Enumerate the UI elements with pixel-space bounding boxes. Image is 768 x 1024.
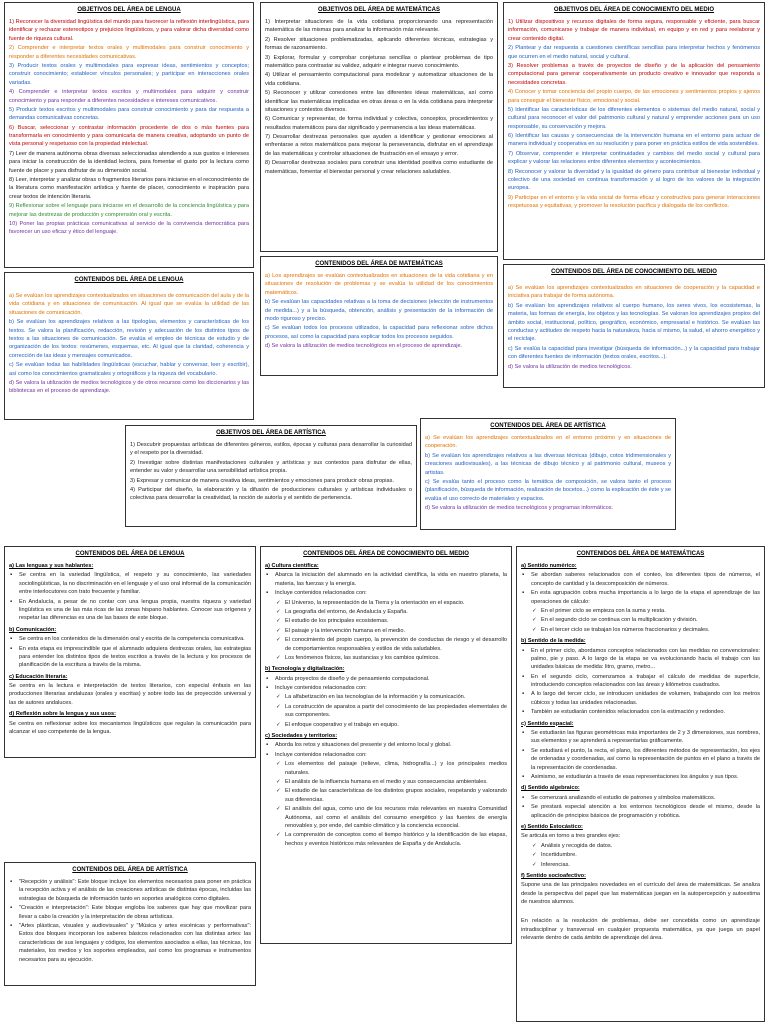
list-item: ▪ "Creación e interpretación": Este bloque engloba los saberes que hay que movilizar para llevar a cabo la creación y la interpretación de obras artísticas. — [9, 904, 251, 921]
medio-b-header: b) Tecnología y digitalización: — [265, 666, 345, 673]
list-item: b) Se evalúan los aprendizajes relativos al cuerpo humano, los seres vivos, los ecosistemas, la materia, las formas de energía, los objetos y las tecnologías. Se valoran los aprendizajes propios del ámbito social, institucional, político, geográfico, económico, empresarial e histórico. Se evalúan las conductas y actitudes de respeto hacia la naturaleza, hacia sí mismo, la salud, el ahorro energético y el reciclaje. — [508, 302, 760, 343]
list-item: ✓ La alfabetización en las tecnologías de la información y la comunicación. — [275, 693, 507, 701]
list-item: c) Se evalúan todos los procesos utilizados, la capacidad para reflexionar sobre dichos procesos, así como la capacidad para explicar todos los procesos seguidos. — [265, 325, 493, 340]
list-item: b) Se evalúan las capacidades relativas a la toma de decisiones (elección de instrumentos de medida...) y a la búsqueda, obtención, análisis y presentación de la información de modo riguroso y preciso. — [265, 299, 493, 322]
list-item: ▪ En esta etapa es imprescindible que el alumnado adquiera destrezas orales, las estrategias para entender los distintos tipos de textos escritos a través de la lectura y los procesos de planificación de la escritura a través de la misma. — [9, 645, 251, 670]
list-item: ▪ Incluye contenidos relacionados con: — [265, 589, 507, 597]
lengua-a-header: a) Las lenguas y sus hablantes: — [9, 563, 94, 569]
list-item: 9) Participar en el entorno y la vida social de forma eficaz y constructiva para generar interacciones respetuosas y equitativas, y promover la resolución pacífica y dialogada de los conflictos. — [508, 194, 760, 210]
list-item: ▪ También se estudiarán contenidos relacionados con la estimación y redondeo. — [521, 708, 760, 716]
contenidos-artistica-top-title: CONTENIDOS DEL ÁREA DE ARTÍSTICA — [490, 423, 606, 429]
list-item: 3) Explorar, formular y comprobar conjeturas sencillas o plantear problemas de tipo matemático para contrastar su validez, adquirir e integrar nuevo conocimiento. — [265, 54, 493, 69]
lengua-b-list — [9, 635, 251, 670]
list-item: ✓ La geografía del entorno, de Andalucía y España. — [275, 608, 507, 616]
list-item: ▪ En Andalucía, a pesar de no contar con una lengua propia, nuestra riqueza y variedad lingüística es una de las más ricas de las zonas hispano hablantes. Conocer sus orígenes y respetar las diferencias es una de las bases de este bloque. — [9, 598, 251, 623]
list-item: ▪ Abarca la iniciación del alumnado en la actividad científica, la vida en nuestro planeta, la materia, las fuerzas y la energía. — [265, 571, 507, 588]
contenidos-medio-top-list — [508, 284, 760, 371]
contenidos-lengua-top-title: CONTENIDOS DEL ÁREA DE LENGUA — [74, 277, 184, 283]
list-item: 7) Leer de manera autónoma obras diversas seleccionadas atendiendo a sus gustos e intereses para iniciar la construcción de la identidad lectora, para fomentar el gusto por la lectura como fuente de placer y para disfrutar de su dimensión social. — [9, 150, 249, 174]
list-item: a) Se evalúan los aprendizajes contextualizados en situaciones de cooperación y la capacidad e iniciativa para trabajar de forma autónoma. — [508, 285, 760, 300]
medio-c-list — [265, 741, 507, 759]
list-item: 3) Expresar y comunicar de manera creativa ideas, sentimientos y emociones para producir obras propias. — [130, 477, 394, 484]
list-item: ▪ Se comenzará analizando el estudio de patrones y símbolos matemáticos. — [521, 794, 760, 802]
contenidos-mates-top-title: CONTENIDOS DEL ÁREA DE MATEMÁTICAS — [315, 261, 443, 267]
list-item: ✓ El análisis del agua, como uno de los recursos más relevantes en nuestra Comunidad Autónoma, así como el análisis del consumo energético y las fuentes de energía renovables y, por ende, del cambio climático y la conciencia ecosocial. — [275, 805, 507, 830]
list-item: ✓ Los elementos del paisaje (relieve, clima, hidrografía...) y los principales medios naturales. — [275, 760, 507, 777]
list-item: d) Se valora la utilización de medios tecnológicos y programas informáticos. — [425, 505, 614, 512]
objetivos-lengua-box — [4, 2, 254, 268]
mates-g-text: En relación a la resolución de problemas, debe ser concebida como un aprendizaje intradisciplinar y transversal en cualquier propuesta matemática, ya que juega un papel relevante dentro de cada ámbito de aprendizaje del área. — [521, 918, 760, 942]
list-item: ▪ En esta agrupación cobra mucha importancia a lo largo de la etapa el aprendizaje de las operaciones de cálculo: — [521, 589, 760, 606]
list-item: ✓ Análisis y recogida de datos. — [531, 842, 760, 850]
lengua-bottom-title: CONTENIDOS DEL ÁREA DE LENGUA — [75, 551, 185, 557]
list-item: ▪ Asimismo, se estudiarán a través de esas representaciones los ángulos y sus tipos. — [521, 773, 760, 781]
medio-c-checks — [275, 760, 507, 848]
objetivos-lengua-title: OBJETIVOS DEL ÁREA DE LENGUA — [77, 7, 181, 13]
artistica-bottom-box — [4, 862, 256, 986]
list-item: 2) Plantear y dar respuesta a cuestiones científicas sencillas para interpretar hechos y fenómenos que ocurren en el medio natural, social y cultural. — [508, 45, 760, 60]
mates-bottom-title: CONTENIDOS DEL ÁREA DE MATEMÁTICAS — [576, 551, 705, 557]
contenidos-lengua-top-list — [9, 292, 249, 396]
objetivos-mates-list — [265, 18, 493, 176]
list-item: c) Se evalúa tanto el proceso como la temática de composición, se valora tanto el proceso (planificación, búsqueda de información, realización de bocetos...) como la explicación de éste y se evalúa el uso correcto de materiales y espacios. — [425, 478, 671, 502]
contenidos-lengua-top-box — [4, 272, 254, 420]
mates-b-header: b) Sentido de la medida: — [521, 638, 586, 645]
list-item: 1) Reconocer la diversidad lingüística del mundo para favorecer la reflexión interlingüística, para identificar y rechazar estereotipos y prejuicios lingüísticos, y para valorar dicha diversidad como fuente de riqueza cultural. — [9, 19, 249, 42]
objetivos-medio-list — [508, 18, 760, 211]
medio-a-checks — [275, 599, 507, 663]
list-item: ✓ El estudio de las características de los distintos grupos sociales, respetando y valorando sus diferencias. — [275, 787, 507, 804]
list-item: d) Se valora la utilización de medios tecnológicos en el proceso de aprendizaje. — [265, 343, 463, 350]
list-item: ✓ Los fenómenos físicos, las sustancias y los cambios químicos. — [275, 654, 507, 662]
list-item: ✓ El estudio de los principales ecosistemas. — [275, 617, 507, 625]
list-item: b) Se evalúan los aprendizajes relativos a las tipologías, elementos y características de los textos. Se valora la planificación, redacción, revisión y adecuación de los distintos tipos de textos a las situaciones de comunicación. Se evalúa el empleo de técnicas de estudio y de organización de los textos: resúmenes, esquemas, etc. Al igual que la claridad, coherencia y corrección de las ideas y mensajes comunicados. — [9, 319, 249, 359]
list-item: ▪ Se prestará especial atención a los entornos tecnológicos desde el mismo, desde la aplicación de principios básicos de programación y robótica. — [521, 803, 760, 820]
list-item: ✓ En el tercer ciclo se trabajan los números fraccionarios y decimales. — [531, 626, 760, 634]
medio-c-header: c) Sociedades y territorios: — [265, 733, 338, 740]
list-item: 6) Buscar, seleccionar y contrastar información procedente de dos o más fuentes para transformarla en conocimiento y para comunicarla de manera creativa, adoptando un punto de vista personal y respetuoso con la propiedad intelectual. — [9, 124, 249, 148]
medio-bottom-box — [260, 546, 512, 944]
list-item: ▪ Incluye contenidos relacionados con: — [265, 684, 507, 692]
list-item: 4) Comprender e interpretar textos escritos y multimodales para adquirir y construir conocimiento y para responder a diferentes necesidades e intereses comunicativos. — [9, 89, 249, 104]
list-item: ✓ El análisis de la influencia humana en el medio y sus consecuencias ambientales. — [275, 778, 507, 786]
list-item: 8) Desarrollar destrezas sociales para construir una identidad positiva como estudiante de matemáticas, fomentar el bienestar personal y crear relaciones saludables. — [265, 160, 493, 175]
objetivos-mates-title: OBJETIVOS DEL ÁREA DE MATEMÁTICAS — [318, 7, 440, 13]
list-item: ✓ En el segundo ciclo se continua con la multiplicación y división. — [531, 616, 760, 624]
list-item: ✓ Incertidumbre. — [531, 851, 760, 859]
list-item: 3) Resolver problemas a través de proyectos de diseño y de la aplicación del pensamiento computacional para generar cooperativamente un producto creativo e innovador que responda a necesidades concretas. — [508, 62, 760, 86]
list-item: ✓ En el primer ciclo se empieza con la suma y resta. — [531, 607, 760, 615]
list-item: 2) Resolver situaciones problematizadas, aplicando diferentes técnicas, estrategias y formas de razonamiento. — [265, 36, 493, 52]
list-item: c) Se evalúan todas las habilidades lingüísticas (escuchar, hablar y conversar, leer y escribir), así como los conocimientos gramaticales y ortográficos y la riqueza del vocabulario. — [9, 362, 249, 377]
mates-bottom-box — [516, 546, 765, 1022]
mates-c-list — [521, 729, 760, 781]
objetivos-medio-box — [503, 2, 765, 260]
list-item: 2) Comprender e interpretar textos orales y multimodales para construir conocimiento y responder a diferentes necesidades comunicativas. — [9, 45, 249, 60]
mates-e-checks — [531, 842, 760, 869]
list-item: d) Se valora la utilización de medios tecnológicos y de otros recursos como los diccionarios y las bibliotecas en el proceso de aprendizaje. — [9, 379, 249, 395]
list-item: 7) Desarrollar destrezas personales que ayuden a identificar y gestionar emociones al enfrentarse a retos matemáticos para mejorar la perseverancia, disfrutar en el aprendizaje de las matemáticas y controlar situaciones de frustración en el ensayo y error. — [265, 134, 493, 157]
list-item: 1) Utilizar dispositivos y recursos digitales de forma segura, responsable y eficiente, para buscar información, comunicarse y trabajar de manera individual, en equipo y en red y para reelaborar y crear contenido digital. — [508, 19, 760, 42]
list-item: ✓ Inferencias. — [531, 861, 760, 869]
mates-a-checks — [531, 607, 760, 634]
lengua-a-list — [9, 571, 251, 622]
medio-bottom-title: CONTENIDOS DEL ÁREA DE CONOCIMIENTO DEL MEDIO — [303, 551, 469, 557]
contenidos-mates-top-box — [260, 256, 498, 376]
artistica-bottom-list — [9, 878, 251, 964]
lengua-d-text: Se centra en reflexionar sobre los mecanismos lingüísticos que regulan la comunicación para alcanzar el uso competente de la lengua. — [9, 720, 251, 736]
list-item: 2) Investigar sobre distintas manifestaciones culturales y artísticas y sus contextos para disfrutar de ellas, entender su valor y desarrollar una sensibilidad artística propia. — [130, 459, 412, 475]
list-item: 4) Participar del diseño, la elaboración y la difusión de producciones culturales y artísticas individuales o colectivas para desarrollar la creatividad, la noción de autoría y el sentido de pertenencia. — [130, 486, 412, 502]
mates-d-list — [521, 794, 760, 820]
list-item: 8) Leer, interpretar y analizar obras o fragmentos literarios para iniciarse en el reconocimiento de la literatura como manifestación artística y fuente de placer, conocimiento e inspiración para crear textos de intención literaria. — [9, 177, 249, 200]
list-item: ✓ El Universo, la representación de la Tierra y la orientación en el espacio. — [275, 599, 507, 607]
list-item: ▪ Se estudiará el punto, la recta, el plano, los diferentes métodos de representación, los ejes de ordenadas y coordenadas, así como la representación de puntos en el plano a través de la representación de coordenadas. — [521, 747, 760, 772]
lengua-d-header: d) Reflexión sobre la lengua y sus usos: — [9, 711, 116, 718]
contenidos-medio-top-box — [503, 264, 765, 388]
list-item: a) Los aprendizajes se evalúan contextualizados en situaciones de la vida cotidiana y en situaciones de resolución de problemas y se evalúa la utilidad de los conocimientos matemáticos. — [265, 273, 493, 296]
list-item: 3) Producir textos orales y multimodales para expresar ideas, sentimientos y conceptos; construir conocimiento; establecer vínculos personales; y participar en interacciones orales variadas. — [9, 62, 249, 86]
list-item: d) Se valora la utilización de medios tecnológicos. — [508, 363, 632, 370]
mates-d-header: d) Sentido algebraico: — [521, 785, 580, 792]
list-item: ✓ El enfoque cooperativo y el trabajo en equipo. — [275, 721, 507, 729]
list-item: 8) Reconocer y valorar la diversidad y la igualdad de género para contribuir al bienestar individual y colectivo de una sociedad en continua transformación y al logro de los valores de la integración europea. — [508, 168, 760, 192]
mates-e-header: e) Sentido Estocástico: — [521, 823, 583, 830]
list-item: ▪ Incluye contenidos relacionados con: — [265, 751, 507, 759]
medio-b-checks — [275, 693, 507, 729]
objetivos-artistica-box — [125, 425, 417, 527]
list-item: ▪ Se abordan saberes relacionados con el conteo, los diferentes tipos de números, el concepto de cantidad y la descomposición de números. — [521, 571, 760, 588]
list-item: ▪ "Recepción y análisis": Este bloque incluye los elementos necesarios para poner en práctica la recepción activa y el análisis de las creaciones artísticas de distintas épocas, incluidas las estrategias de búsqueda de información tanto en soportes analógicos como digitales. — [9, 878, 251, 903]
list-item: ▪ En el segundo ciclo, comenzamos a trabajar el cálculo de medidas de superficie, introduciendo conceptos relacionados con las áreas y kilómetros cuadrados. — [521, 673, 760, 690]
objetivos-mates-box — [260, 2, 498, 252]
list-item: ▪ En el primer ciclo, abordamos conceptos relacionados con las medidas no convencionales: palmo, pie y paso. A lo largo de la etapa se va evolucionando hacia el trabajo con las unidades básicas de medida: litro, gramo, metro... — [521, 647, 760, 672]
list-item: ✓ La comprensión de conceptos como el tiempo histórico y la identificación de las etapas, hechos y eventos históricos más relevantes de España y de Andalucía. — [275, 831, 507, 848]
list-item: ✓ La construcción de aparatos a partir del conocimiento de las propiedades elementales de sus componentes. — [275, 703, 507, 720]
lengua-c-text: Se centra en la lectura e interpretación de textos literarios, con especial énfasis en las producciones literarias andaluzas (orales y escritas) y sobre todo las de proyección universal y las de autores andaluces. — [9, 683, 251, 706]
artistica-bottom-title: CONTENIDOS DEL ÁREA DE ARTÍSTICA — [72, 867, 188, 873]
lengua-bottom-box — [4, 546, 256, 758]
mates-f-header: f) Sentido socioafectivo: — [521, 872, 586, 879]
lengua-b-header: b) Comunicación: — [9, 626, 57, 633]
contenidos-artistica-top-box — [420, 418, 676, 530]
mates-e-text: Se articula en torno a tres grandes ejes: — [521, 833, 621, 840]
list-item: 1) Descubrir propuestas artísticas de diferentes géneros, estilos, épocas y culturas para desarrollar la curiosidad y el respeto por la diversidad. — [130, 442, 412, 457]
contenidos-artistica-top-list — [425, 434, 671, 513]
list-item: 5) Producir textos escritos y multimodales para construir conocimiento y para dar respuesta a demandas comunicativas concretas. — [9, 106, 249, 122]
lengua-c-header: c) Educación literaria: — [9, 673, 68, 680]
list-item: c) Se evalúa la capacidad para investigar (búsqueda de información...) y la capacidad para trabajar con diferentes fuentes de información (textos orales, escritos...). — [508, 345, 760, 361]
objetivos-lengua-list — [9, 18, 249, 237]
contenidos-medio-top-title: CONTENIDOS DEL ÁREA DE CONOCIMIENTO DEL MEDIO — [551, 269, 717, 275]
list-item: ✓ El conocimiento del propio cuerpo, la prevención de conductas de riesgo y el desarrollo de comportamientos responsables y estilos de vida saludables. — [275, 636, 507, 653]
list-item: ✓ El paisaje y la intervención humana en el medio. — [275, 627, 507, 635]
list-item: b) Se evalúan los aprendizajes relativos a las diversas técnicas (dibujo, cotos tridimensionales y creaciones audiovisuales), a las técnicas de dibujo técnico y al patrimonio cultural, museos y artistas. — [425, 452, 671, 476]
objetivos-artistica-title: OBJETIVOS DEL ÁREA DE ARTÍSTICA — [216, 430, 326, 436]
list-item: 10) Poner las propias prácticas comunicativas al servicio de la convivencia democrática para favorecer un uso eficaz y ético del lenguaje. — [9, 220, 249, 236]
list-item: 9) Reflexionar sobre el lenguaje para iniciarse en el desarrollo de la conciencia lingüística y para mejorar las destrezas de producción y comprensión oral y escrita. — [9, 203, 249, 218]
list-item: 5) Identificar las características de los diferentes elementos o sistemas del medio natural, social y cultural para reconocer el valor del patrimonio cultural y natural y emprender acciones para un uso responsable, su conservación y mejora. — [508, 106, 760, 130]
list-item: a) Se evalúan los aprendizajes contextualizados en situaciones de comunicación del aula y de la vida cotidiana y en situaciones de comunicación. Al igual que se evalúa la utilidad de las situaciones de comunicación. — [9, 293, 249, 316]
contenidos-mates-top-list — [265, 272, 493, 351]
mates-c-header: c) Sentido espacial: — [521, 720, 574, 727]
list-item: 6) Identificar las causas y consecuencias de la intervención humana en el entorno para actuar de manera individual y cooperativa en su resolución y para poner en práctica estilos de vida sostenibles. — [508, 133, 760, 148]
list-item: 4) Conocer y tomar conciencia del propio cuerpo, de las emociones y sentimientos propios y ajenos para conseguir el bienestar físico, emocional y social. — [508, 89, 760, 104]
objetivos-artistica-list — [130, 441, 412, 503]
list-item: ▪ A lo largo del tercer ciclo, se introducen unidades de volumen, trabajando con los metros cúbicos y todas las unidades relacionadas. — [521, 690, 760, 707]
mates-a-list — [521, 571, 760, 606]
medio-b-list — [265, 675, 507, 693]
medio-a-list — [265, 571, 507, 597]
list-item: a) Se evalúan los aprendizajes contextualizados en el entorno próximo y en situaciones de cooperación. — [425, 435, 671, 450]
list-item: 6) Comunicar y representar, de forma individual y colectiva, conceptos, procedimientos y resultados matemáticos para dar significado y permanencia a las ideas matemáticas. — [265, 116, 493, 131]
list-item: ▪ "Artes plásticas, visuales y audiovisuales" y "Música y artes escénicas y performativas": Estos dos bloques incorporan los saberes básicos relacionados con las distintas artes: las características de sus lenguajes y códigos, los elementos asociados a ellas, las técnicas, los materiales, los medios y los soportes empleados, así como los programas e instrumentos necesarios para su ejecución. — [9, 922, 251, 964]
mates-f-text: Supone una de las principales novedades en el currículo del área de matemáticas. Se analiza desde la perspectiva del papel que las matemáticas juegan en la autopercepción y autoestima de nuestros alumnos. — [521, 882, 760, 906]
list-item: ▪ Se centra en la variedad lingüística, el respeto y su conocimiento, las variedades sociolingüísticas, la no discriminación en el lenguaje y el uso oral informal de la comunicación entre interlocutores con trato frecuente y familiar. — [9, 571, 251, 596]
mates-b-list — [521, 647, 760, 717]
medio-a-header: a) Cultura científica: — [265, 563, 319, 569]
list-item: 7) Observar, comprender e interpretar continuidades y cambios del medio social y cultural para explicar y valorar las relaciones entre diferentes elementos y acontecimientos. — [508, 150, 760, 166]
list-item: 4) Utilizar el pensamiento computacional para modelizar y automatizar situaciones de la vida cotidiana. — [265, 72, 493, 87]
objetivos-medio-title: OBJETIVOS DEL ÁREA DE CONOCIMIENTO DEL MEDIO — [553, 7, 715, 13]
list-item: ▪ Se centra en los contenidos de la dimensión oral y escrita de la competencia comunicativa. — [9, 635, 251, 643]
mates-a-header: a) Sentido numérico: — [521, 563, 577, 569]
list-item: 1) Interpretar situaciones de la vida cotidiana proporcionando una representación matemática de las mismas para analizar la información más relevante. — [265, 19, 493, 34]
list-item: 5) Reconocer y utilizar conexiones entre las diferentes ideas matemáticas, así como identificar las matemáticas implicadas en otras áreas o en la vida cotidiana para interpretar situaciones y contextos diversos. — [265, 90, 493, 113]
list-item: ▪ Se estudiarán las figuras geométricas más importantes de 2 y 3 dimensiones, sus nombres, sus elementos y se aprenderá a representarlas gráficamente. — [521, 729, 760, 746]
list-item: ▪ Aborda los retos y situaciones del presente y del entorno local y global. — [265, 741, 507, 749]
list-item: ▪ Aborda proyectos de diseño y de pensamiento computacional. — [265, 675, 507, 683]
